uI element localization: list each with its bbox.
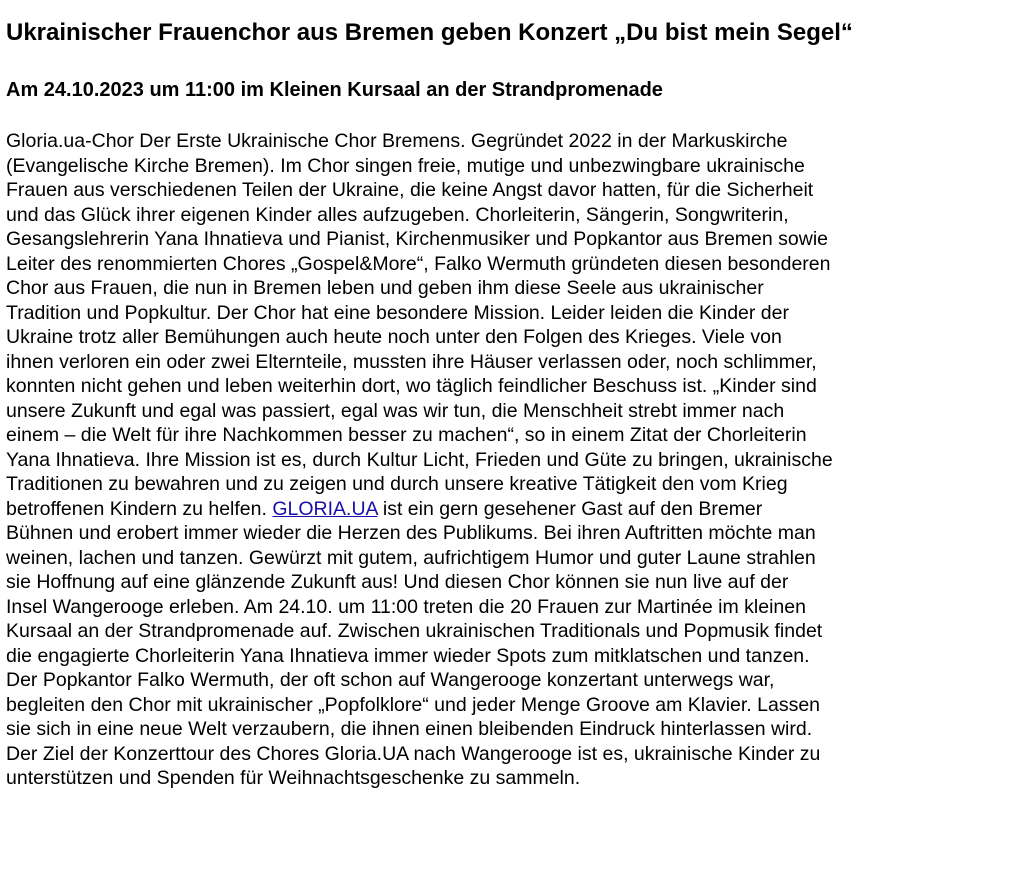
body-line: Gloria.ua-Chor Der Erste Ukrainische Chor Bremens. Gegründet 2022 in der Markuskirche [6, 130, 788, 152]
link-line-before: betroffenen Kindern zu helfen. [6, 497, 273, 520]
body-line: Insel Wangerooge erleben. Am 24.10. um 11:00 treten die 20 Frauen zur Martinée im kleinen [6, 595, 806, 618]
article-subtitle: Am 24.10.2023 um 11:00 im Kleinen Kursaal an der Strandpromenade [6, 79, 663, 101]
body-line: begleiten den Chor mit ukrainischer „Popfolklore“ und jeder Menge Groove am Klavier. Lassen [6, 693, 821, 716]
body-line: ihnen verloren ein oder zwei Elternteile, mussten ihre Häuser verlassen oder, noch schlimmer, [6, 350, 817, 373]
body-line: Traditionen zu bewahren und zu zeigen und durch unsere kreative Tätigkeit den vom Krieg [6, 473, 788, 495]
article-body [6, 129, 1020, 791]
link-line-after: ist ein gern gesehener Gast auf den Bremer [377, 497, 763, 520]
body-line: konnten nicht gehen und leben weiterhin dort, wo täglich feindlicher Beschuss ist. „Kinder sind [6, 375, 817, 397]
body-line: Ukraine trotz aller Bemühungen auch heute noch unter den Folgen des Krieges. Viele von [6, 326, 782, 348]
body-line: Tradition und Popkultur. Der Chor hat eine besondere Mission. Leider leiden die Kinder der [6, 301, 789, 324]
body-line: Leiter des renommierten Chores „Gospel&More“, Falko Wermuth gründeten diesen besonderen [6, 252, 831, 275]
body-line: Der Popkantor Falko Wermuth, der oft schon auf Wangerooge konzertant unterwegs war, [6, 669, 775, 691]
body-line: Frauen aus verschiedenen Teilen der Ukraine, die keine Angst davor hatten, für die Sicherheit [6, 179, 814, 201]
gloria-ua-link[interactable]: GLORIA.UA [272, 497, 378, 520]
body-line: unsere Zukunft und egal was passiert, egal was wir tun, die Menschheit strebt immer nach [6, 399, 785, 422]
body-line: Yana Ihnatieva. Ihre Mission ist es, durch Kultur Licht, Frieden und Güte zu bringen, ukrainische [6, 448, 833, 471]
body-line: Gesangslehrerin Yana Ihnatieva und Pianist, Kirchenmusiker und Popkantor aus Bremen sowie [6, 228, 828, 250]
body-line: Chor aus Frauen, die nun in Bremen leben und geben ihm diese Seele aus ukrainischer [6, 277, 764, 299]
body-line: (Evangelische Kirche Bremen). Im Chor singen freie, mutige und unbezwingbare ukrainische [6, 154, 805, 177]
body-line: einem – die Welt für ihre Nachkommen besser zu machen“, so in einem Zitat der Chorleiterin [6, 424, 807, 446]
body-line: Bühnen und erobert immer wieder die Herzen des Publikums. Bei ihren Auftritten möchte man [6, 522, 816, 544]
body-line: sie sich in eine neue Welt verzaubern, die ihnen einen bleibenden Eindruck hinterlassen wird. [6, 718, 813, 740]
body-line: Der Ziel der Konzerttour des Chores Gloria.UA nach Wangerooge ist es, ukrainische Kinder zu [6, 742, 821, 765]
body-line: sie Hoffnung auf eine glänzende Zukunft aus! Und diesen Chor können sie nun live auf der [6, 571, 789, 593]
body-line-with-link [6, 497, 1020, 522]
body-line: unterstützen und Spenden für Weihnachtsgeschenke zu sammeln. [6, 767, 581, 789]
body-line: und das Glück ihrer eigenen Kinder alles aufzugeben. Chorleiterin, Sängerin, Songwriterin, [6, 203, 789, 226]
body-line: weinen, lachen und tanzen. Gewürzt mit gutem, aufrichtigem Humor und guter Laune strahlen [6, 546, 816, 569]
body-line: die engagierte Chorleiterin Yana Ihnatieva immer wieder Spots zum mitklatschen und tanzen. [6, 644, 810, 667]
body-line: Kursaal an der Strandpromenade auf. Zwischen ukrainischen Traditionals und Popmusik findet [6, 620, 823, 642]
article-title: Ukrainischer Frauenchor aus Bremen geben Konzert „Du bist mein Segel“ [6, 19, 853, 46]
